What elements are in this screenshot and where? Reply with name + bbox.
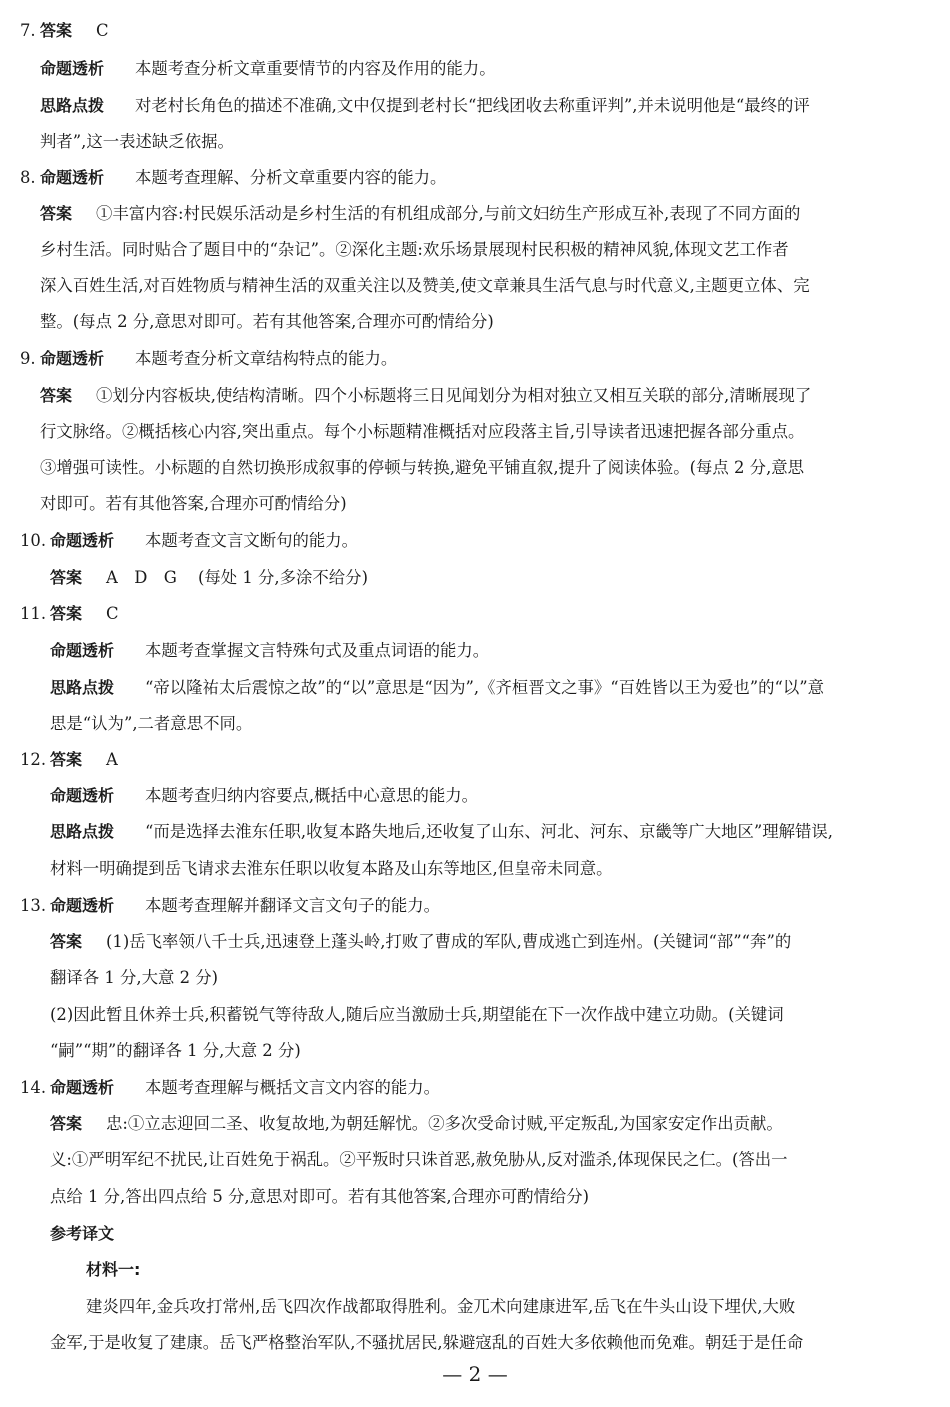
q12-hint-text-2: 材料一明确提到岳飞请求去淮东任职以收复本路及山东等地区,但皇帝未同意。 — [50, 859, 613, 878]
q13-answer-text-3: (2)因此暂且休养士兵,积蓄锐气等待敌人,随后应当激励士兵,期望能在下一次作战中建立功勋。(关键词 — [50, 1005, 784, 1024]
q7-answer-value: C — [96, 21, 109, 40]
q8-number: 8. — [20, 168, 36, 187]
q7-hint-line-1 — [0, 94, 950, 118]
q13-answer-text-1: (1)岳飞率领八千士兵,迅速登上蓬头岭,打败了曹成的军队,曹成逃亡到连州。(关键词“部”“奔”的 — [106, 932, 792, 951]
q9-number: 9. — [20, 349, 36, 368]
q9-answer-line-1 — [0, 384, 950, 408]
q12-hint-label: 思路点拨 — [50, 822, 115, 841]
q14-answer-text-1: 忠:①立志迎回二圣、收复故地,为朝廷解忧。②多次受命讨贼,平定叛乱,为国家安定作出贡献。 — [106, 1114, 783, 1133]
q12-analysis-label: 命题透析 — [50, 786, 115, 805]
q8-answer-text-3: 深入百姓生活,对百姓物质与精神生活的双重关注以及赞美,使文章兼具生活气息与时代意义,主题更立体、完 — [40, 276, 810, 295]
q9-analysis-line — [0, 347, 950, 371]
q7-answer-line — [0, 19, 950, 43]
q12-analysis-line — [0, 784, 950, 808]
q9-analysis-text: 本题考查分析文章结构特点的能力。 — [135, 349, 398, 368]
q8-answer-text-1: ①丰富内容:村民娱乐活动是乡村生活的有机组成部分,与前文妇纺生产形成互补,表现了不同方面的 — [96, 204, 801, 223]
q13-answer-label: 答案 — [50, 932, 83, 951]
q10-answer-line — [0, 566, 950, 590]
q9-answer-label: 答案 — [40, 386, 73, 405]
q11-hint-line-2 — [0, 712, 950, 736]
q11-analysis-text: 本题考查掌握文言特殊句式及重点词语的能力。 — [145, 641, 490, 660]
q12-analysis-text: 本题考查归纳内容要点,概括中心意思的能力。 — [145, 786, 479, 805]
q9-answer-text-2: 行文脉络。②概括核心内容,突出重点。每个小标题精准概括对应段落主旨,引导读者迅速把握各部分重点。 — [40, 422, 805, 441]
q14-answer-line-3 — [0, 1185, 950, 1209]
translation-heading: 参考译文 — [50, 1224, 115, 1243]
q11-hint-line-1 — [0, 676, 950, 700]
q14-answer-text-2: 义:①严明军纪不扰民,让百姓免于祸乱。②平叛时只诛首恶,赦免胁从,反对滥杀,体现保民之仁。(答出一 — [50, 1150, 788, 1169]
q14-answer-label: 答案 — [50, 1114, 83, 1133]
q13-analysis-line — [0, 894, 950, 918]
translation-text-line-2 — [0, 1331, 950, 1355]
q13-answer-line-3 — [0, 1003, 950, 1027]
q7-answer-label: 答案 — [40, 21, 73, 40]
q14-analysis-text: 本题考查理解与概括文言文内容的能力。 — [145, 1078, 441, 1097]
page-number: — 2 — — [442, 1362, 508, 1386]
q11-hint-text-2: 思是“认为”,二者意思不同。 — [50, 714, 253, 733]
q8-answer-label: 答案 — [40, 204, 73, 223]
q10-analysis-label: 命题透析 — [50, 531, 115, 550]
q11-answer-line — [0, 602, 950, 626]
q10-analysis-line — [0, 529, 950, 553]
q11-number: 11. — [20, 604, 47, 623]
translation-heading-line — [0, 1222, 950, 1246]
q14-answer-line-2 — [0, 1148, 950, 1172]
q12-hint-line-1 — [0, 820, 950, 844]
q7-hint-text-2: 判者”,这一表述缺乏依据。 — [40, 132, 234, 151]
translation-text-line-1 — [0, 1295, 950, 1319]
q11-analysis-label: 命题透析 — [50, 641, 115, 660]
q9-answer-line-4 — [0, 492, 950, 516]
q13-answer-line-4 — [0, 1039, 950, 1063]
q7-hint-line-2 — [0, 130, 950, 154]
q9-answer-text-4: 对即可。若有其他答案,合理亦可酌情给分) — [40, 494, 347, 513]
q8-answer-line-2 — [0, 238, 950, 262]
q8-answer-text-2: 乡村生活。同时贴合了题目中的“杂记”。②深化主题:欢乐场景展现村民积极的精神风貌,体现文艺工作者 — [40, 240, 789, 259]
q12-number: 12. — [20, 750, 47, 769]
translation-subheading-line — [0, 1258, 950, 1282]
q8-analysis-text: 本题考查理解、分析文章重要内容的能力。 — [135, 168, 447, 187]
q14-answer-text-3: 点给 1 分,答出四点给 5 分,意思对即可。若有其他答案,合理亦可酌情给分) — [50, 1187, 590, 1206]
q12-answer-line — [0, 748, 950, 772]
q8-answer-line-4 — [0, 310, 950, 334]
q10-analysis-text: 本题考查文言文断句的能力。 — [145, 531, 359, 550]
q7-hint-text-1: 对老村长角色的描述不准确,文中仅提到老村长“把线团收去称重评判”,并未说明他是“最终的评 — [135, 96, 810, 115]
q7-number: 7. — [20, 21, 36, 40]
q7-analysis-label: 命题透析 — [40, 59, 105, 78]
q13-answer-text-4: “嗣”“期”的翻译各 1 分,大意 2 分) — [50, 1041, 301, 1060]
translation-text-2: 金军,于是收复了建康。岳飞严格整治军队,不骚扰居民,躲避寇乱的百姓大多依赖他而免难。朝廷于是任命 — [50, 1333, 804, 1352]
q11-analysis-line — [0, 639, 950, 663]
q9-answer-text-1: ①划分内容板块,使结构清晰。四个小标题将三日见闻划分为相对独立又相互关联的部分,清晰展现了 — [96, 386, 812, 405]
q13-answer-text-2: 翻译各 1 分,大意 2 分) — [50, 968, 219, 987]
q8-analysis-label: 命题透析 — [40, 168, 105, 187]
translation-text-1: 建炎四年,金兵攻打常州,岳飞四次作战都取得胜利。金兀术向建康进军,岳飞在牛头山设下埋伏,大败 — [86, 1297, 796, 1316]
q12-answer-label: 答案 — [50, 750, 83, 769]
q8-answer-line-1 — [0, 202, 950, 226]
q13-analysis-label: 命题透析 — [50, 896, 115, 915]
q14-analysis-label: 命题透析 — [50, 1078, 115, 1097]
q14-analysis-line — [0, 1076, 950, 1100]
q9-answer-line-3 — [0, 456, 950, 480]
q13-number: 13. — [20, 896, 47, 915]
q12-hint-line-2 — [0, 857, 950, 881]
q9-answer-text-3: ③增强可读性。小标题的自然切换形成叙事的停顿与转换,避免平铺直叙,提升了阅读体验。(每点 2 分,意思 — [40, 458, 805, 477]
q11-answer-label: 答案 — [50, 604, 83, 623]
q10-answer-value: A D G — [106, 568, 177, 587]
q14-answer-line-1 — [0, 1112, 950, 1136]
q7-analysis-line — [0, 57, 950, 81]
q8-analysis-line — [0, 166, 950, 190]
q11-answer-value: C — [106, 604, 119, 623]
translation-subheading: 材料一: — [86, 1260, 141, 1279]
q10-number: 10. — [20, 531, 47, 550]
q13-answer-line-2 — [0, 966, 950, 990]
q10-answer-label: 答案 — [50, 568, 83, 587]
q13-answer-line-1 — [0, 930, 950, 954]
q7-hint-label: 思路点拨 — [40, 96, 105, 115]
q9-analysis-label: 命题透析 — [40, 349, 105, 368]
q11-hint-text-1: “帝以隆祐太后震惊之故”的“以”意思是“因为”,《齐桓晋文之事》“百姓皆以王为爱也”的“以”意 — [145, 678, 825, 697]
q8-answer-line-3 — [0, 274, 950, 298]
q12-answer-value: A — [106, 750, 118, 769]
q14-number: 14. — [20, 1078, 47, 1097]
q13-analysis-text: 本题考查理解并翻译文言文句子的能力。 — [145, 896, 441, 915]
q11-hint-label: 思路点拨 — [50, 678, 115, 697]
q10-answer-note: (每处 1 分,多涂不给分) — [198, 568, 368, 587]
q8-answer-text-4: 整。(每点 2 分,意思对即可。若有其他答案,合理亦可酌情给分) — [40, 312, 494, 331]
q12-hint-text-1: “而是选择去淮东任职,收复本路失地后,还收复了山东、河北、河东、京畿等广大地区”理解错误, — [145, 822, 834, 841]
q7-analysis-text: 本题考查分析文章重要情节的内容及作用的能力。 — [135, 59, 496, 78]
q9-answer-line-2 — [0, 420, 950, 444]
